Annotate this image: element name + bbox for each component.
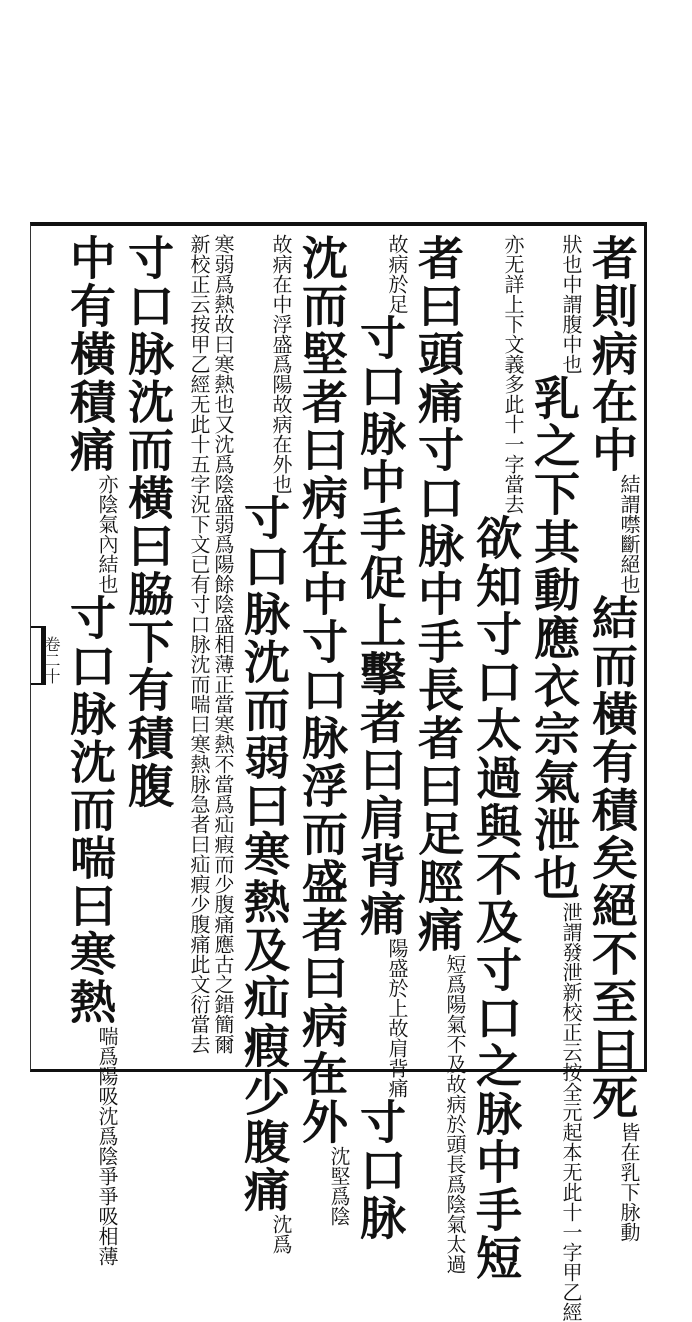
note-text: 沈堅爲陰 — [327, 1146, 351, 1226]
note-text: 沈爲 — [269, 1214, 293, 1254]
main-text: 者則病在中 — [585, 234, 639, 474]
note-text: 故病在中浮盛爲陽故病在外也 — [269, 234, 293, 494]
note-text: 短爲陽氣不及故病於頭長爲陰氣太過 — [443, 954, 467, 1274]
text-column-5 — [351, 234, 409, 1242]
main-text: 中有橫積痛 — [63, 234, 117, 474]
text-column-9 — [119, 234, 177, 1064]
note-text: 新校正云按全元起本无此十一字甲乙經 — [559, 982, 583, 1322]
main-text: 寸口脉 — [353, 1098, 407, 1242]
note-text: 結謂噤斷絕也 — [617, 474, 641, 594]
text-column-7 — [235, 234, 293, 1254]
text-column-2 — [525, 234, 583, 1322]
note-text: 寒弱爲熱故曰寒熱也又沈爲陰盛弱爲陽餘陰盛相薄正當寒熱不當爲疝瘕而少腹痛應古之錯簡爾 新校正云按甲乙經无此十五字況下文已有寸口脉沈而喘曰寒熱脉急者曰疝瘕少腹痛此文衍當去 — [187, 234, 235, 1074]
text-column-3 — [467, 234, 525, 1282]
note-text: 皆在乳下脉動 — [617, 1122, 641, 1242]
main-text: 寸口脉沈而橫曰脇下有積腹 — [121, 234, 175, 810]
text-column-10 — [61, 234, 119, 1266]
text-column-8 — [177, 234, 235, 1074]
main-text: 寸口脉沈而弱曰寒熱及疝瘕少腹痛 — [237, 494, 291, 1214]
text-column-4 — [409, 234, 467, 1274]
main-text: 寸口脉中手促上擊者曰肩背痛 — [353, 314, 407, 938]
main-text: 寸口脉沈而喘曰寒熱 — [63, 594, 117, 1026]
main-text: 沈而堅者曰病在中寸口脉浮而盛者曰病在外 — [295, 234, 349, 1146]
note-text: 泄謂發泄 — [559, 902, 583, 982]
note-text: 陽盛於上故肩背痛 — [385, 938, 409, 1098]
note-text: 喘爲陽吸沈爲陰爭爭吸相薄 — [95, 1026, 119, 1266]
note-text: 狀也中謂腹中也 — [559, 234, 583, 374]
note-text: 故病於足 — [385, 234, 409, 314]
main-text: 結而橫有積矣絕不至曰死 — [585, 594, 639, 1122]
note-text: 亦无詳上下文義多此十一字當去 — [501, 234, 525, 514]
side-label: 卷二十 — [42, 636, 61, 684]
text-column-6 — [293, 234, 351, 1226]
note-text: 亦陰氣內結也 — [95, 474, 119, 594]
main-text: 者曰頭痛寸口脉中手長者曰足脛痛 — [411, 234, 465, 954]
main-text: 乳之下其動應衣宗氣泄也 — [527, 374, 581, 902]
text-column-1 — [583, 234, 641, 1242]
main-text: 欲知寸口太過與不及寸口之脉中手短 — [469, 514, 523, 1282]
page-frame — [30, 222, 647, 1322]
